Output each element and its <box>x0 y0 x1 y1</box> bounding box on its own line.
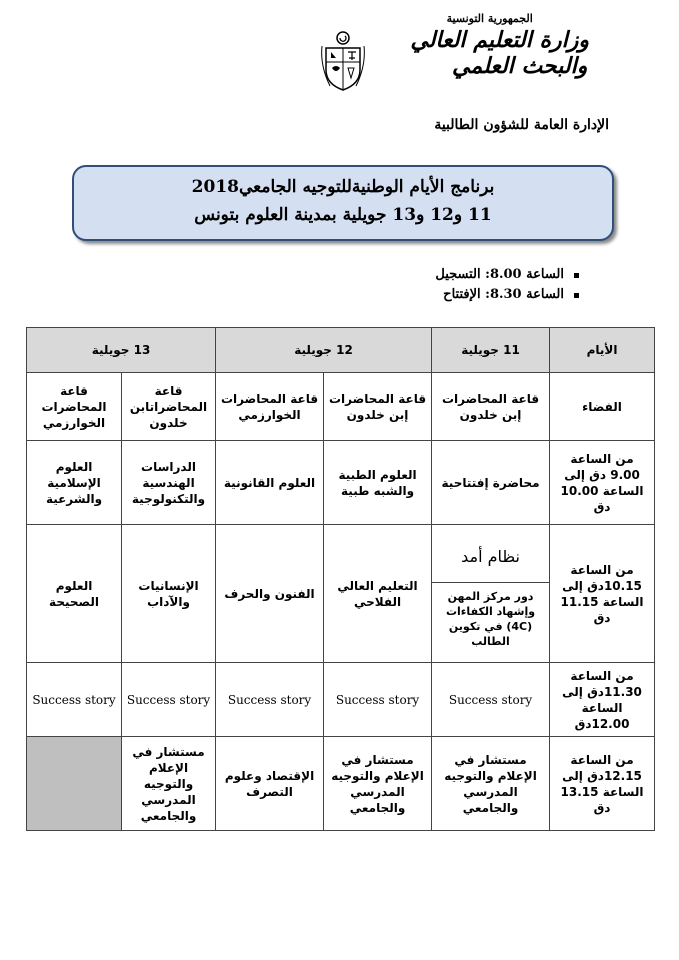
department-name: الإدارة العامة للشؤون الطالبية <box>434 117 609 133</box>
header-day-12: 12 جويلية <box>216 328 432 373</box>
table-cell: مستشار في الإعلام والتوجيه المدرسي والجامعي <box>324 737 432 831</box>
career-center-session: دور مركز المهن وإشهاد الكفاءات (4C) في تكوين الطالب <box>445 590 536 648</box>
table-cell: Success story <box>324 663 432 737</box>
table-cell: مستشار في الإعلام والتوجيه المدرسي والجامعي <box>432 737 550 831</box>
ministry-name-line1: وزارة التعليم العالي <box>410 27 589 53</box>
ministry-name-line2: والبحث العلمي <box>452 53 588 79</box>
program-title-box <box>72 165 614 241</box>
table-row <box>27 525 655 663</box>
time-slot: من الساعة 10.15دق إلى الساعة 11.15 دق <box>550 525 655 663</box>
table-row <box>27 737 655 831</box>
table-cell: الفنون والحرف <box>216 525 324 663</box>
intro-item-opening: الساعة 8.30 : الإفتتاح <box>435 285 579 305</box>
table-cell: التعليم العالي الفلاحي <box>324 525 432 663</box>
table-cell: قاعة المحاضرات الخوارزمي <box>216 373 324 441</box>
table-cell: العلوم الإسلامية والشرعية <box>27 441 122 525</box>
table-cell: قاعة المحاضرات إبن خلدون <box>324 373 432 441</box>
ministry-header <box>410 12 589 79</box>
row-label-venue: الفضاء <box>550 373 655 441</box>
table-row <box>27 441 655 525</box>
table-cell: الدراسات الهندسية والتكنولوجية <box>122 441 216 525</box>
table-cell: قاعة المحاضرات إبن خلدون <box>432 373 550 441</box>
bullet-icon <box>574 293 579 298</box>
table-cell: مستشار في الإعلام والتوجيه المدرسي والجامعي <box>122 737 216 831</box>
table-cell: Success story <box>122 663 216 737</box>
table-cell: العلوم الطبية والشبه طبية <box>324 441 432 525</box>
table-row <box>27 373 655 441</box>
time-slot: من الساعة 9.00 دق إلى الساعة 10.00 دق <box>550 441 655 525</box>
table-cell: محاضرة إفتتاحية <box>432 441 550 525</box>
empty-shaded-cell <box>27 737 122 831</box>
lmd-session: نظام أمد <box>432 532 549 583</box>
table-cell: قاعة المحاضرات الخوارزمي <box>27 373 122 441</box>
table-header-row <box>27 328 655 373</box>
bullet-icon <box>574 273 579 278</box>
table-cell: الإنسانيات والآداب <box>122 525 216 663</box>
table-cell: Success story <box>432 663 550 737</box>
intro-list <box>435 265 579 305</box>
schedule-table <box>26 327 655 831</box>
time-slot: من الساعة 11.30دق إلى الساعة 12.00دق <box>550 663 655 737</box>
table-row <box>27 663 655 737</box>
table-cell: العلوم القانونية <box>216 441 324 525</box>
header-days: الأيام <box>550 328 655 373</box>
header-day-13: 13 جويلية <box>27 328 216 373</box>
coat-of-arms-logo <box>320 30 366 92</box>
table-cell: العلوم الصحيحة <box>27 525 122 663</box>
header-day-11: 11 جويلية <box>432 328 550 373</box>
intro-item-registration: الساعة 8.00 : التسجيل <box>435 265 579 285</box>
table-cell: Success story <box>27 663 122 737</box>
time-slot: من الساعة 12.15دق إلى الساعة 13.15 دق <box>550 737 655 831</box>
republic-name: الجمهورية التونسية <box>446 12 533 25</box>
table-cell-split <box>432 525 550 663</box>
table-cell: الإقتصاد وعلوم التصرف <box>216 737 324 831</box>
program-title: برنامج الأيام الوطنيةللتوجيه الجامعي2018 <box>191 177 495 197</box>
table-cell: قاعة المحاضراتابن خلدون <box>122 373 216 441</box>
table-cell: Success story <box>216 663 324 737</box>
program-dates: 11 و12 و13 جويلية بمدينة العلوم بتونس <box>194 205 492 225</box>
